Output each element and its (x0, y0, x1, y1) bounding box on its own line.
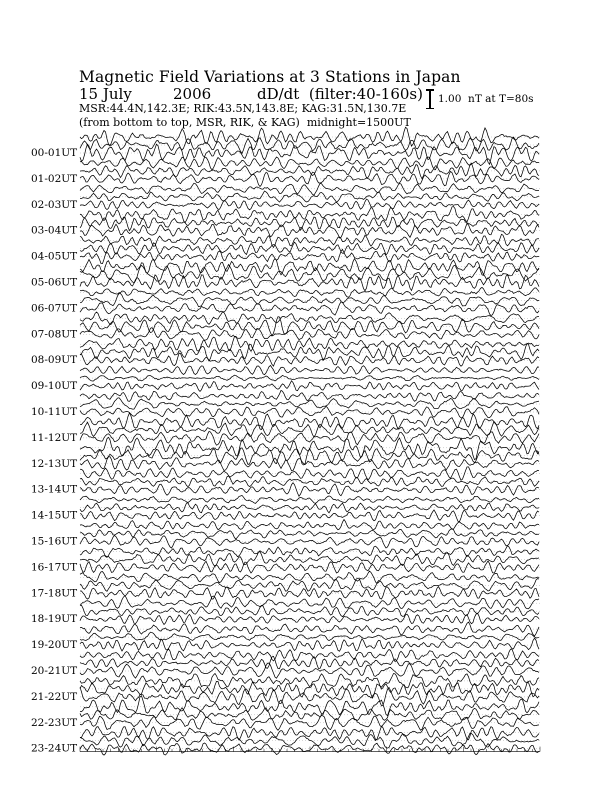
hour-label: 06-07UT (31, 302, 78, 315)
hour-row-20-21UT (31, 649, 540, 678)
trace-MSR (80, 613, 539, 624)
hour-row-12-13UT (31, 437, 540, 470)
hour-label: 00-01UT (31, 147, 78, 159)
date-year: 2006 (173, 85, 212, 103)
hour-row-18-19UT (31, 596, 540, 625)
trace-MSR (80, 638, 539, 651)
hour-label: 08-09UT (31, 354, 78, 367)
trace-MSR (80, 199, 539, 210)
trace-RIK (80, 265, 539, 284)
trace-MSR (80, 743, 539, 755)
hour-label: 23-24UT (31, 742, 78, 755)
hour-row-10-11UT (31, 390, 540, 418)
hour-row-17-18UT (31, 571, 540, 599)
hour-row-03-04UT (31, 207, 540, 238)
hour-label: 12-13UT (31, 457, 78, 470)
hour-row-04-05UT (31, 234, 540, 263)
trace-KAG (80, 696, 539, 716)
hour-row-06-07UT (31, 287, 540, 315)
trace-MSR (80, 535, 539, 548)
hour-row-19-20UT (31, 622, 540, 651)
hour-label: 16-17UT (31, 561, 78, 574)
hour-row-15-16UT (31, 519, 540, 548)
station-coordinates: MSR:44.4N,142.3E; RIK:43.5N,143.8E; KAG:31.5N,130.7E (79, 102, 407, 115)
hour-row-09-10UT (31, 365, 540, 392)
hour-row-14-15UT (31, 495, 540, 521)
hour-label: 17-18UT (31, 587, 78, 600)
trace-KAG (80, 127, 539, 146)
trace-KAG (80, 596, 539, 609)
hour-label: 15-16UT (31, 535, 78, 548)
hour-label: 11-12UT (31, 431, 78, 444)
hour-label: 04-05UT (31, 250, 78, 263)
hour-row-01-02UT (31, 157, 540, 187)
hour-label: 10-11UT (31, 406, 78, 418)
trace-KAG (80, 673, 539, 687)
hour-label: 18-19UT (31, 613, 78, 626)
trace-KAG (80, 519, 539, 529)
trace-MSR (80, 587, 539, 600)
hour-label: 14-15UT (31, 509, 78, 522)
trace-RIK (80, 708, 539, 721)
hour-label: 05-06UT (31, 276, 78, 289)
trace-RIK (80, 476, 539, 487)
hour-row-02-03UT (31, 183, 540, 211)
station-order-note: (from bottom to top, MSR, RIK, & KAG) midnight=1500UT (79, 116, 411, 129)
trace-KAG (80, 336, 539, 351)
trace-MSR (80, 687, 539, 706)
hour-label: 07-08UT (31, 328, 78, 341)
hour-label: 02-03UT (31, 198, 78, 211)
trace-RIK (80, 681, 539, 698)
hour-row-23-24UT (31, 726, 540, 755)
component-filter: dD/dt (filter:40-160s) (257, 85, 423, 103)
hour-row-21-22UT (31, 673, 540, 705)
trace-KAG (80, 183, 539, 195)
trace-RIK (80, 503, 539, 513)
hour-row-11-12UT (31, 413, 540, 445)
trace-RIK (80, 552, 539, 567)
trace-RIK (80, 605, 539, 616)
trace-RIK (80, 375, 539, 381)
trace-RIK (80, 294, 539, 307)
hour-row-13-14UT (31, 467, 540, 496)
hour-label: 09-10UT (31, 380, 78, 393)
hour-row-22-23UT (31, 696, 540, 731)
scale-bar-label: 1.00 nT at T=80s (438, 93, 534, 105)
trace-MSR (80, 302, 539, 316)
trace-RIK (80, 632, 539, 641)
hour-row-05-06UT (31, 259, 540, 291)
trace-MSR (80, 353, 539, 366)
chart-title: Magnetic Field Variations at 3 Stations in Japan (79, 68, 461, 86)
hour-label: 03-04UT (31, 224, 78, 237)
trace-MSR (80, 431, 539, 445)
trace-KAG (80, 234, 539, 247)
hour-label: 21-22UT (31, 690, 78, 703)
hour-label: 19-20UT (31, 639, 78, 652)
trace-RIK (80, 656, 539, 668)
hour-label: 01-02UT (31, 172, 78, 185)
trace-MSR (80, 406, 539, 417)
hour-row-07-08UT (31, 312, 540, 340)
hour-label: 13-14UT (31, 483, 78, 496)
trace-RIK (80, 578, 539, 591)
hour-row-08-09UT (31, 336, 540, 366)
trace-KAG (80, 259, 539, 276)
date-day: 15 July (79, 85, 132, 103)
hour-row-16-17UT (31, 546, 540, 574)
trace-MSR (80, 275, 539, 291)
hour-label: 20-21UT (31, 665, 78, 677)
hour-label: 22-23UT (31, 716, 78, 729)
trace-RIK (80, 191, 539, 202)
